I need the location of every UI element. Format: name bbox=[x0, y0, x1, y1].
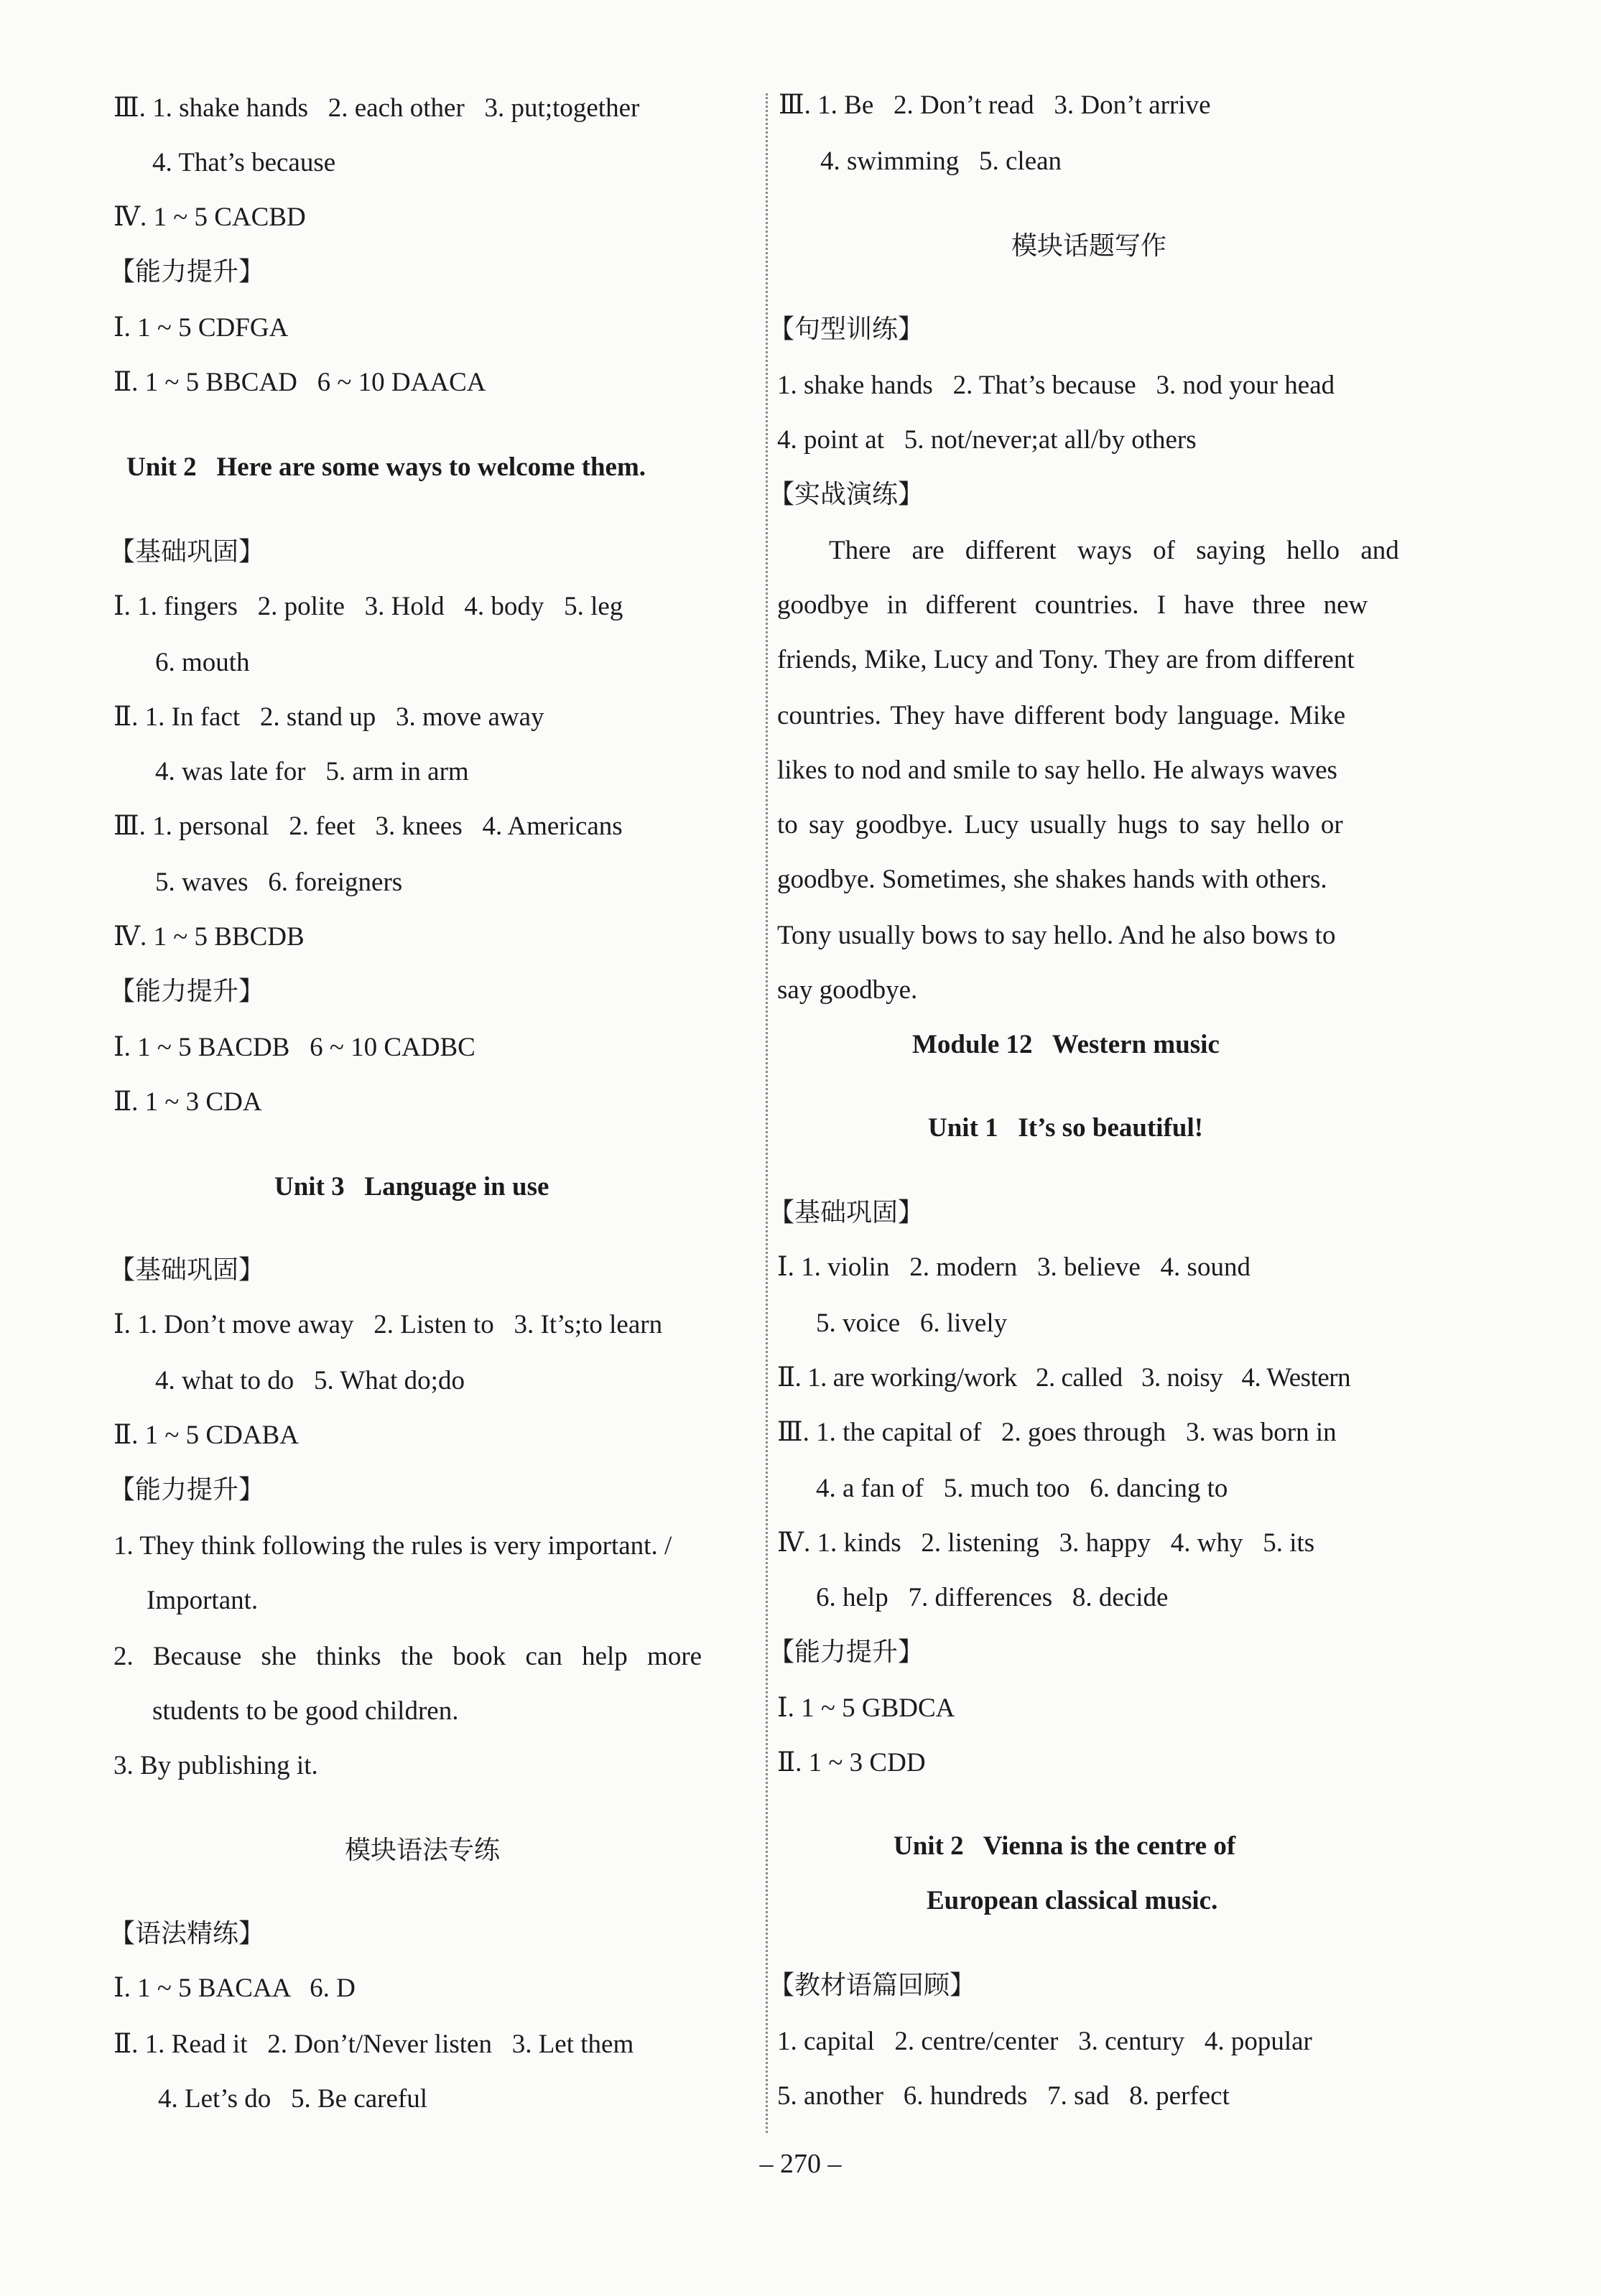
answer-line: 4. point at 5. not/never;at all/by others bbox=[777, 425, 1197, 455]
answer-line: Ⅳ. 1 ~ 5 BBCDB bbox=[113, 922, 305, 952]
unit-heading: Unit 2 Here are some ways to welcome them. bbox=[126, 452, 646, 482]
answer-line: Important. bbox=[147, 1586, 259, 1615]
essay-line: likes to nod and smile to say hello. He always waves bbox=[777, 756, 1337, 785]
section-label: 【能力提升】 bbox=[109, 257, 265, 287]
page-number: – 270 – bbox=[759, 2149, 842, 2179]
answer-line: 4. a fan of 5. much too 6. dancing to bbox=[816, 1474, 1228, 1503]
answer-line: Ⅰ. 1 ~ 5 BACDB 6 ~ 10 CADBC bbox=[113, 1033, 475, 1062]
answer-line: 4. what to do 5. What do;do bbox=[155, 1366, 465, 1395]
column-divider bbox=[766, 93, 768, 2133]
section-label: 【句型训练】 bbox=[769, 315, 924, 344]
answer-line: 1. shake hands 2. That’s because 3. nod your head bbox=[777, 371, 1335, 400]
answer-line: 4. Let’s do 5. Be careful bbox=[158, 2084, 428, 2114]
essay-line: say goodbye. bbox=[777, 975, 918, 1005]
answer-line: Ⅰ. 1 ~ 5 GBDCA bbox=[777, 1693, 955, 1723]
answer-line: 5. voice 6. lively bbox=[816, 1309, 1008, 1338]
answer-line: Ⅳ. 1 ~ 5 CACBD bbox=[113, 203, 306, 232]
answer-line: 6. mouth bbox=[155, 648, 250, 677]
answer-line: Ⅲ. 1. shake hands 2. each other 3. put;together bbox=[113, 93, 640, 123]
answer-line: Ⅱ. 1. Read it 2. Don’t/Never listen 3. Let them bbox=[113, 2030, 634, 2059]
essay-line: countries. They have different body language. Mike bbox=[777, 701, 1346, 730]
answer-line: Ⅰ. 1. violin 2. modern 3. believe 4. sound bbox=[777, 1252, 1250, 1282]
unit-heading: Unit 1 It’s so beautiful! bbox=[928, 1113, 1204, 1143]
section-label: 【基础巩固】 bbox=[769, 1198, 924, 1227]
answer-line: 1. They think following the rules is very important. / bbox=[113, 1531, 672, 1561]
essay-line: Tony usually bows to say hello. And he also bows to bbox=[777, 921, 1336, 950]
section-heading: 模块话题写作 bbox=[1011, 231, 1167, 261]
unit-heading: Unit 2 Vienna is the centre of bbox=[894, 1831, 1236, 1861]
essay-line: There are different ways of saying hello and bbox=[829, 536, 1399, 565]
essay-line: friends, Mike, Lucy and Tony. They are from different bbox=[777, 645, 1355, 674]
answer-line: Ⅱ. 1 ~ 5 BBCAD 6 ~ 10 DAACA bbox=[113, 368, 486, 397]
answer-line: students to be good children. bbox=[152, 1696, 459, 1726]
section-heading: 模块语法专练 bbox=[345, 1836, 501, 1865]
answer-line: Ⅱ. 1. In fact 2. stand up 3. move away bbox=[113, 702, 544, 732]
answer-line: Ⅰ. 1. fingers 2. polite 3. Hold 4. body 5. leg bbox=[113, 592, 623, 621]
answer-line: Ⅲ. 1. Be 2. Don’t read 3. Don’t arrive bbox=[779, 90, 1211, 120]
section-label: 【语法精练】 bbox=[109, 1919, 265, 1948]
module-heading: Module 12 Western music bbox=[912, 1030, 1220, 1059]
section-label: 【能力提升】 bbox=[109, 1475, 265, 1505]
answer-line: 3. By publishing it. bbox=[113, 1751, 318, 1780]
answer-line: Ⅱ. 1 ~ 5 CDABA bbox=[113, 1421, 299, 1450]
answer-line: Ⅰ. 1. Don’t move away 2. Listen to 3. It’s;to learn bbox=[113, 1310, 663, 1339]
answer-line: 6. help 7. differences 8. decide bbox=[816, 1583, 1169, 1612]
answer-line: 4. was late for 5. arm in arm bbox=[155, 757, 469, 786]
answer-line: Ⅱ. 1 ~ 3 CDD bbox=[777, 1748, 926, 1777]
answer-line: Ⅳ. 1. kinds 2. listening 3. happy 4. why 5. its bbox=[777, 1528, 1315, 1558]
essay-line: goodbye. Sometimes, she shakes hands with others. bbox=[777, 865, 1327, 894]
essay-line: goodbye in different countries. I have three new bbox=[777, 590, 1368, 620]
answer-line: 4. That’s because bbox=[152, 148, 336, 177]
section-label: 【能力提升】 bbox=[109, 977, 265, 1006]
answer-line: 2. Because she thinks the book can help more bbox=[113, 1642, 702, 1671]
section-label: 【基础巩固】 bbox=[109, 537, 265, 567]
unit-heading: Unit 3 Language in use bbox=[274, 1172, 549, 1202]
answer-line: 5. another 6. hundreds 7. sad 8. perfect bbox=[777, 2081, 1230, 2111]
answer-line: Ⅰ. 1 ~ 5 CDFGA bbox=[113, 313, 289, 343]
essay-line: to say goodbye. Lucy usually hugs to say hello or bbox=[777, 810, 1343, 840]
section-label: 【基础巩固】 bbox=[109, 1255, 265, 1285]
section-label: 【能力提升】 bbox=[769, 1637, 924, 1667]
section-label: 【实战演练】 bbox=[769, 480, 924, 509]
answer-line: 5. waves 6. foreigners bbox=[155, 868, 403, 897]
answer-line: Ⅱ. 1 ~ 3 CDA bbox=[113, 1087, 262, 1117]
answer-line: Ⅱ. 1. are working/work 2. called 3. noisy 4. Western bbox=[777, 1363, 1351, 1393]
unit-heading: European classical music. bbox=[927, 1886, 1218, 1915]
answer-line: Ⅰ. 1 ~ 5 BACAA 6. D bbox=[113, 1974, 356, 2003]
section-label: 【教材语篇回顾】 bbox=[769, 1971, 976, 2000]
answer-line: 1. capital 2. centre/center 3. century 4. popular bbox=[777, 2027, 1312, 2056]
answer-line: Ⅲ. 1. personal 2. feet 3. knees 4. Americans bbox=[113, 812, 623, 841]
answer-line: 4. swimming 5. clean bbox=[820, 147, 1062, 176]
answer-line: Ⅲ. 1. the capital of 2. goes through 3. was born in bbox=[777, 1418, 1337, 1447]
